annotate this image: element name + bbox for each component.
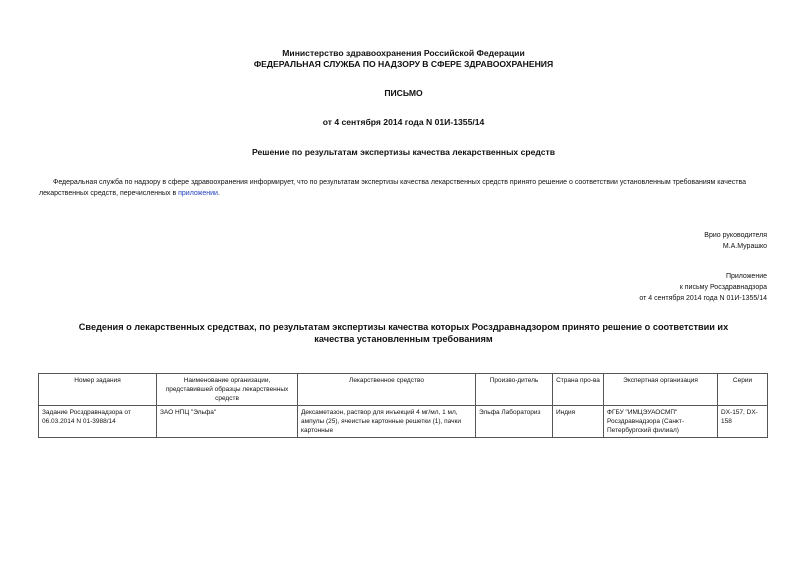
table-cell: Эльфа Лабораториз	[476, 406, 553, 438]
column-header: Страна про-ва	[553, 374, 604, 406]
document-type: ПИСЬМО	[384, 88, 423, 98]
table-cell: ФГБУ "ИМЦЭУАОСМП" Росздравнадзора (Санкт-Петербургский филиал)	[604, 406, 718, 438]
medicines-table	[38, 373, 768, 438]
table-cell: ЗАО НПЦ "Эльфа"	[157, 406, 298, 438]
table-cell: Задание Росздравнадзора от 06.03.2014 N 01-3988/14	[39, 406, 157, 438]
table-cell: Индия	[553, 406, 604, 438]
table-cell: Дексаметазон, раствор для инъекций 4 мг/мл, 1 мл, ампулы (25), ячеистые картонные решетки (1), пачки картонные	[298, 406, 476, 438]
appendix-reference: к письму Росздравнадзора	[679, 284, 767, 291]
column-header: Наименование организации, представившей образцы лекарственных средств	[157, 374, 298, 406]
body-end: .	[217, 190, 220, 198]
document-date-number: от 4 сентября 2014 года N 01И-1355/14	[322, 117, 485, 127]
table-header-row	[39, 374, 768, 406]
appendix-title: Сведения о лекарственных средствах, по результатам экспертизы качества которых Росздравнадзором принято решение о соответствии их качества установленным требованиям	[78, 322, 729, 344]
appendix-date: от 4 сентября 2014 года N 01И-1355/14	[639, 295, 767, 302]
table-cell: DX-157, DX-158	[718, 406, 768, 438]
column-header: Серии	[718, 374, 768, 406]
appendix-link[interactable]: приложении	[178, 190, 218, 198]
ministry-name: Министерство здравоохранения Российской Федерации	[282, 48, 525, 58]
service-name: ФЕДЕРАЛЬНАЯ СЛУЖБА ПО НАДЗОРУ В СФЕРЕ ЗДРАВООХРАНЕНИЯ	[253, 59, 554, 69]
signatory-position: Врио руководителя	[704, 232, 767, 239]
document-subject: Решение по результатам экспертизы качества лекарственных средств	[251, 147, 556, 157]
column-header: Экспертная организация	[604, 374, 718, 406]
column-header: Номер задания	[39, 374, 157, 406]
column-header: Лекарственное средство	[298, 374, 476, 406]
body-paragraph	[39, 177, 769, 199]
body-text: Федеральная служба по надзору в сфере здравоохранения информирует, что по результатам экспертизы качества лекарственных средств принято решение о соответствии установленным требованиям качества лекарственных средств, перечисленных в	[39, 179, 747, 198]
signatory-name: М.А.Мурашко	[722, 243, 767, 250]
table-row	[39, 406, 768, 438]
column-header: Произво-дитель	[476, 374, 553, 406]
appendix-label: Приложение	[725, 273, 767, 280]
